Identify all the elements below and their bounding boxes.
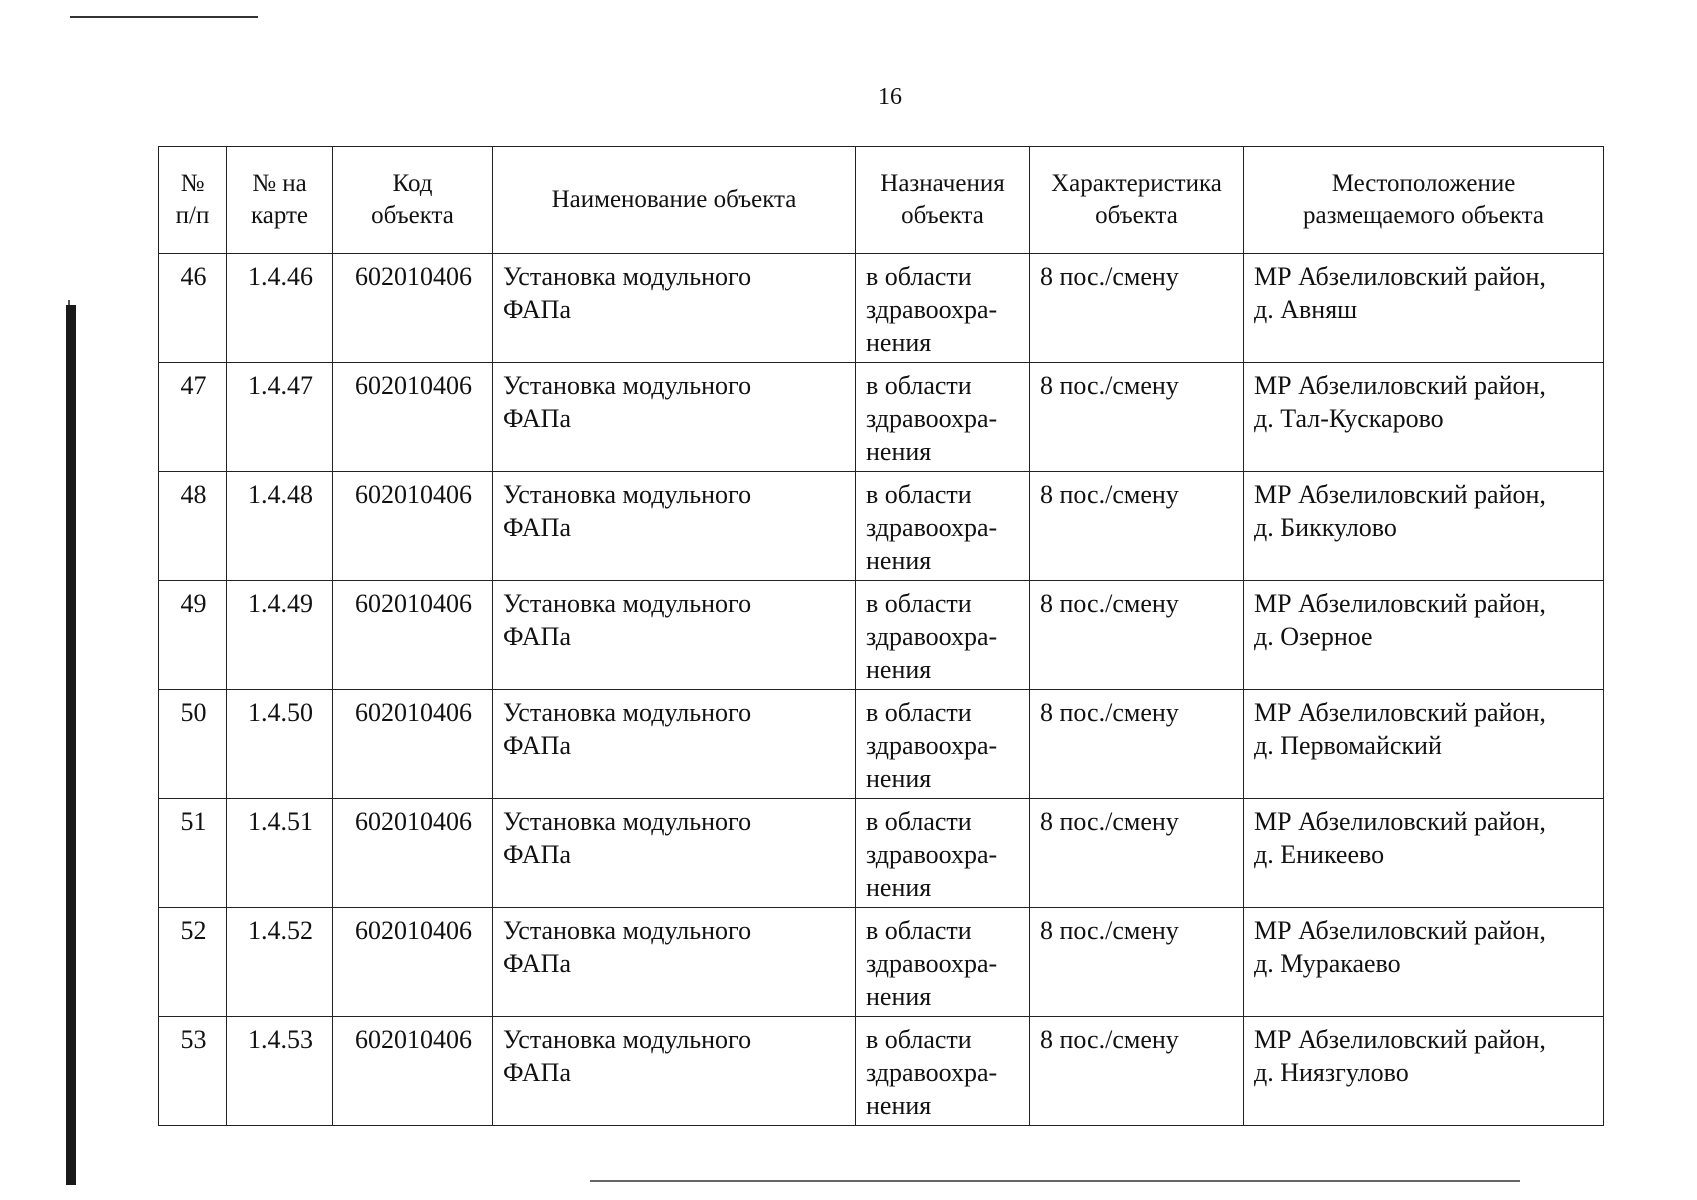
cell-text-line: ФАПа: [503, 622, 571, 651]
header-text-line: Код: [392, 170, 433, 197]
header-text-line: Местоположение: [1331, 170, 1516, 197]
cell-text-line: ФАПа: [503, 513, 571, 542]
cell-object-feature: 8 пос./смену: [1030, 254, 1244, 363]
cell-text-line: ФАПа: [503, 404, 571, 433]
cell-map-number: 1.4.51: [227, 799, 333, 908]
cell-text-line: здравоохра-: [866, 513, 998, 542]
cell-object-purpose: [856, 472, 1030, 581]
table-row: [159, 254, 1604, 363]
table-row: [159, 472, 1604, 581]
cell-text-line: д. Авняш: [1254, 295, 1358, 324]
cell-text-line: в области: [866, 698, 972, 727]
cell-text-line: нения: [866, 437, 932, 466]
cell-object-code: 602010406: [333, 690, 493, 799]
cell-text-line: нения: [866, 328, 932, 357]
cell-object-code: 602010406: [333, 908, 493, 1017]
objects-table: [158, 146, 1604, 1126]
cell-text-line: здравоохра-: [866, 622, 998, 651]
cell-map-number: 1.4.47: [227, 363, 333, 472]
cell-text-line: д. Биккулово: [1254, 513, 1397, 542]
header-text-line: объекта: [1095, 202, 1178, 229]
header-text-line: Назначения: [880, 170, 1005, 197]
cell-text-line: в области: [866, 262, 972, 291]
cell-text-line: ФАПа: [503, 1058, 571, 1087]
cell-text-line: Установка модульного: [503, 916, 752, 945]
cell-object-purpose: [856, 581, 1030, 690]
cell-text-line: МР Абзелиловский район,: [1254, 916, 1546, 945]
table-row: [159, 908, 1604, 1017]
cell-object-location: [1244, 254, 1604, 363]
cell-map-number: 1.4.53: [227, 1017, 333, 1126]
cell-text-line: в области: [866, 916, 972, 945]
header-map-number: [227, 147, 333, 254]
cell-text-line: в области: [866, 807, 972, 836]
cell-object-location: [1244, 908, 1604, 1017]
cell-text-line: ФАПа: [503, 840, 571, 869]
cell-text-line: Установка модульного: [503, 698, 752, 727]
cell-map-number: 1.4.46: [227, 254, 333, 363]
bottom-rule-line: [590, 1180, 1520, 1182]
header-object-purpose: [856, 147, 1030, 254]
cell-text-line: нения: [866, 764, 932, 793]
header-object-name: [493, 147, 856, 254]
table-body: [159, 254, 1604, 1126]
cell-object-name: [493, 363, 856, 472]
cell-text-line: здравоохра-: [866, 731, 998, 760]
cell-text-line: здравоохра-: [866, 295, 998, 324]
cell-row-number: 47: [159, 363, 227, 472]
cell-object-code: 602010406: [333, 254, 493, 363]
cell-text-line: д. Первомайский: [1254, 731, 1442, 760]
cell-text-line: д. Озерное: [1254, 622, 1373, 651]
cell-text-line: здравоохра-: [866, 840, 998, 869]
cell-object-purpose: [856, 799, 1030, 908]
table-row: [159, 799, 1604, 908]
cell-text-line: Установка модульного: [503, 480, 752, 509]
cell-object-location: [1244, 690, 1604, 799]
cell-map-number: 1.4.48: [227, 472, 333, 581]
cell-object-location: [1244, 799, 1604, 908]
header-text-line: п/п: [175, 202, 210, 229]
cell-object-name: [493, 690, 856, 799]
cell-object-name: [493, 254, 856, 363]
header-object-code: [333, 147, 493, 254]
cell-text-line: д. Еникеево: [1254, 840, 1385, 869]
cell-object-purpose: [856, 1017, 1030, 1126]
cell-text-line: Установка модульного: [503, 262, 752, 291]
header-text-line: объекта: [371, 202, 454, 229]
cell-text-line: МР Абзелиловский район,: [1254, 1025, 1546, 1054]
cell-object-location: [1244, 1017, 1604, 1126]
page-number: 16: [878, 84, 902, 110]
cell-map-number: 1.4.52: [227, 908, 333, 1017]
cell-text-line: ФАПа: [503, 295, 571, 324]
cell-object-purpose: [856, 908, 1030, 1017]
cell-object-name: [493, 581, 856, 690]
header-text-line: № на: [252, 170, 307, 197]
cell-map-number: 1.4.49: [227, 581, 333, 690]
cell-text-line: нения: [866, 655, 932, 684]
cell-object-name: [493, 908, 856, 1017]
cell-text-line: МР Абзелиловский район,: [1254, 371, 1546, 400]
cell-text-line: МР Абзелиловский район,: [1254, 698, 1546, 727]
cell-object-code: 602010406: [333, 799, 493, 908]
cell-object-code: 602010406: [333, 1017, 493, 1126]
top-rule-line: [70, 16, 258, 18]
cell-text-line: нения: [866, 873, 932, 902]
cell-row-number: 49: [159, 581, 227, 690]
cell-object-feature: 8 пос./смену: [1030, 363, 1244, 472]
table-row: [159, 1017, 1604, 1126]
cell-text-line: в области: [866, 371, 972, 400]
cell-object-name: [493, 472, 856, 581]
header-text-line: объекта: [901, 202, 984, 229]
cell-map-number: 1.4.50: [227, 690, 333, 799]
cell-text-line: д. Тал-Кускарово: [1254, 404, 1444, 433]
table-row: [159, 363, 1604, 472]
header-text-line: размещаемого объекта: [1303, 202, 1544, 229]
cell-object-location: [1244, 363, 1604, 472]
header-text-line: №: [180, 170, 205, 197]
header-text-line: карте: [250, 202, 309, 229]
cell-object-feature: 8 пос./смену: [1030, 690, 1244, 799]
cell-text-line: в области: [866, 480, 972, 509]
cell-text-line: Установка модульного: [503, 807, 752, 836]
cell-text-line: здравоохра-: [866, 404, 998, 433]
cell-text-line: д. Ниязгулово: [1254, 1058, 1409, 1087]
cell-text-line: ФАПа: [503, 731, 571, 760]
cell-row-number: 50: [159, 690, 227, 799]
table-row: [159, 690, 1604, 799]
cell-text-line: ФАПа: [503, 949, 571, 978]
cell-text-line: нения: [866, 546, 932, 575]
cell-text-line: нения: [866, 1091, 932, 1120]
cell-text-line: МР Абзелиловский район,: [1254, 589, 1546, 618]
cell-object-name: [493, 799, 856, 908]
cell-text-line: МР Абзелиловский район,: [1254, 807, 1546, 836]
cell-object-feature: 8 пос./смену: [1030, 472, 1244, 581]
cell-object-location: [1244, 581, 1604, 690]
cell-object-feature: 8 пос./смену: [1030, 908, 1244, 1017]
cell-object-purpose: [856, 690, 1030, 799]
cell-object-purpose: [856, 363, 1030, 472]
cell-text-line: д. Муракаево: [1254, 949, 1401, 978]
cell-object-code: 602010406: [333, 472, 493, 581]
cell-text-line: Установка модульного: [503, 371, 752, 400]
cell-text-line: Установка модульного: [503, 1025, 752, 1054]
cell-text-line: в области: [866, 1025, 972, 1054]
cell-text-line: в области: [866, 589, 972, 618]
cell-object-code: 602010406: [333, 363, 493, 472]
cell-object-name: [493, 1017, 856, 1126]
cell-row-number: 53: [159, 1017, 227, 1126]
header-text-line: Наименование объекта: [551, 186, 797, 213]
table-header-row: [159, 147, 1604, 254]
cell-text-line: МР Абзелиловский район,: [1254, 262, 1546, 291]
cell-text-line: нения: [866, 982, 932, 1011]
cell-object-feature: 8 пос./смену: [1030, 799, 1244, 908]
header-object-location: [1244, 147, 1604, 254]
cell-object-purpose: [856, 254, 1030, 363]
cell-object-code: 602010406: [333, 581, 493, 690]
cell-row-number: 51: [159, 799, 227, 908]
cell-object-feature: 8 пос./смену: [1030, 1017, 1244, 1126]
cell-row-number: 46: [159, 254, 227, 363]
cell-text-line: здравоохра-: [866, 949, 998, 978]
table-row: [159, 581, 1604, 690]
cell-row-number: 48: [159, 472, 227, 581]
scan-edge-bar: [66, 305, 76, 1185]
cell-object-location: [1244, 472, 1604, 581]
header-object-feature: [1030, 147, 1244, 254]
cell-object-feature: 8 пос./смену: [1030, 581, 1244, 690]
header-row-number: [159, 147, 227, 254]
header-text-line: Характеристика: [1051, 170, 1222, 197]
cell-row-number: 52: [159, 908, 227, 1017]
cell-text-line: здравоохра-: [866, 1058, 998, 1087]
cell-text-line: Установка модульного: [503, 589, 752, 618]
cell-text-line: МР Абзелиловский район,: [1254, 480, 1546, 509]
